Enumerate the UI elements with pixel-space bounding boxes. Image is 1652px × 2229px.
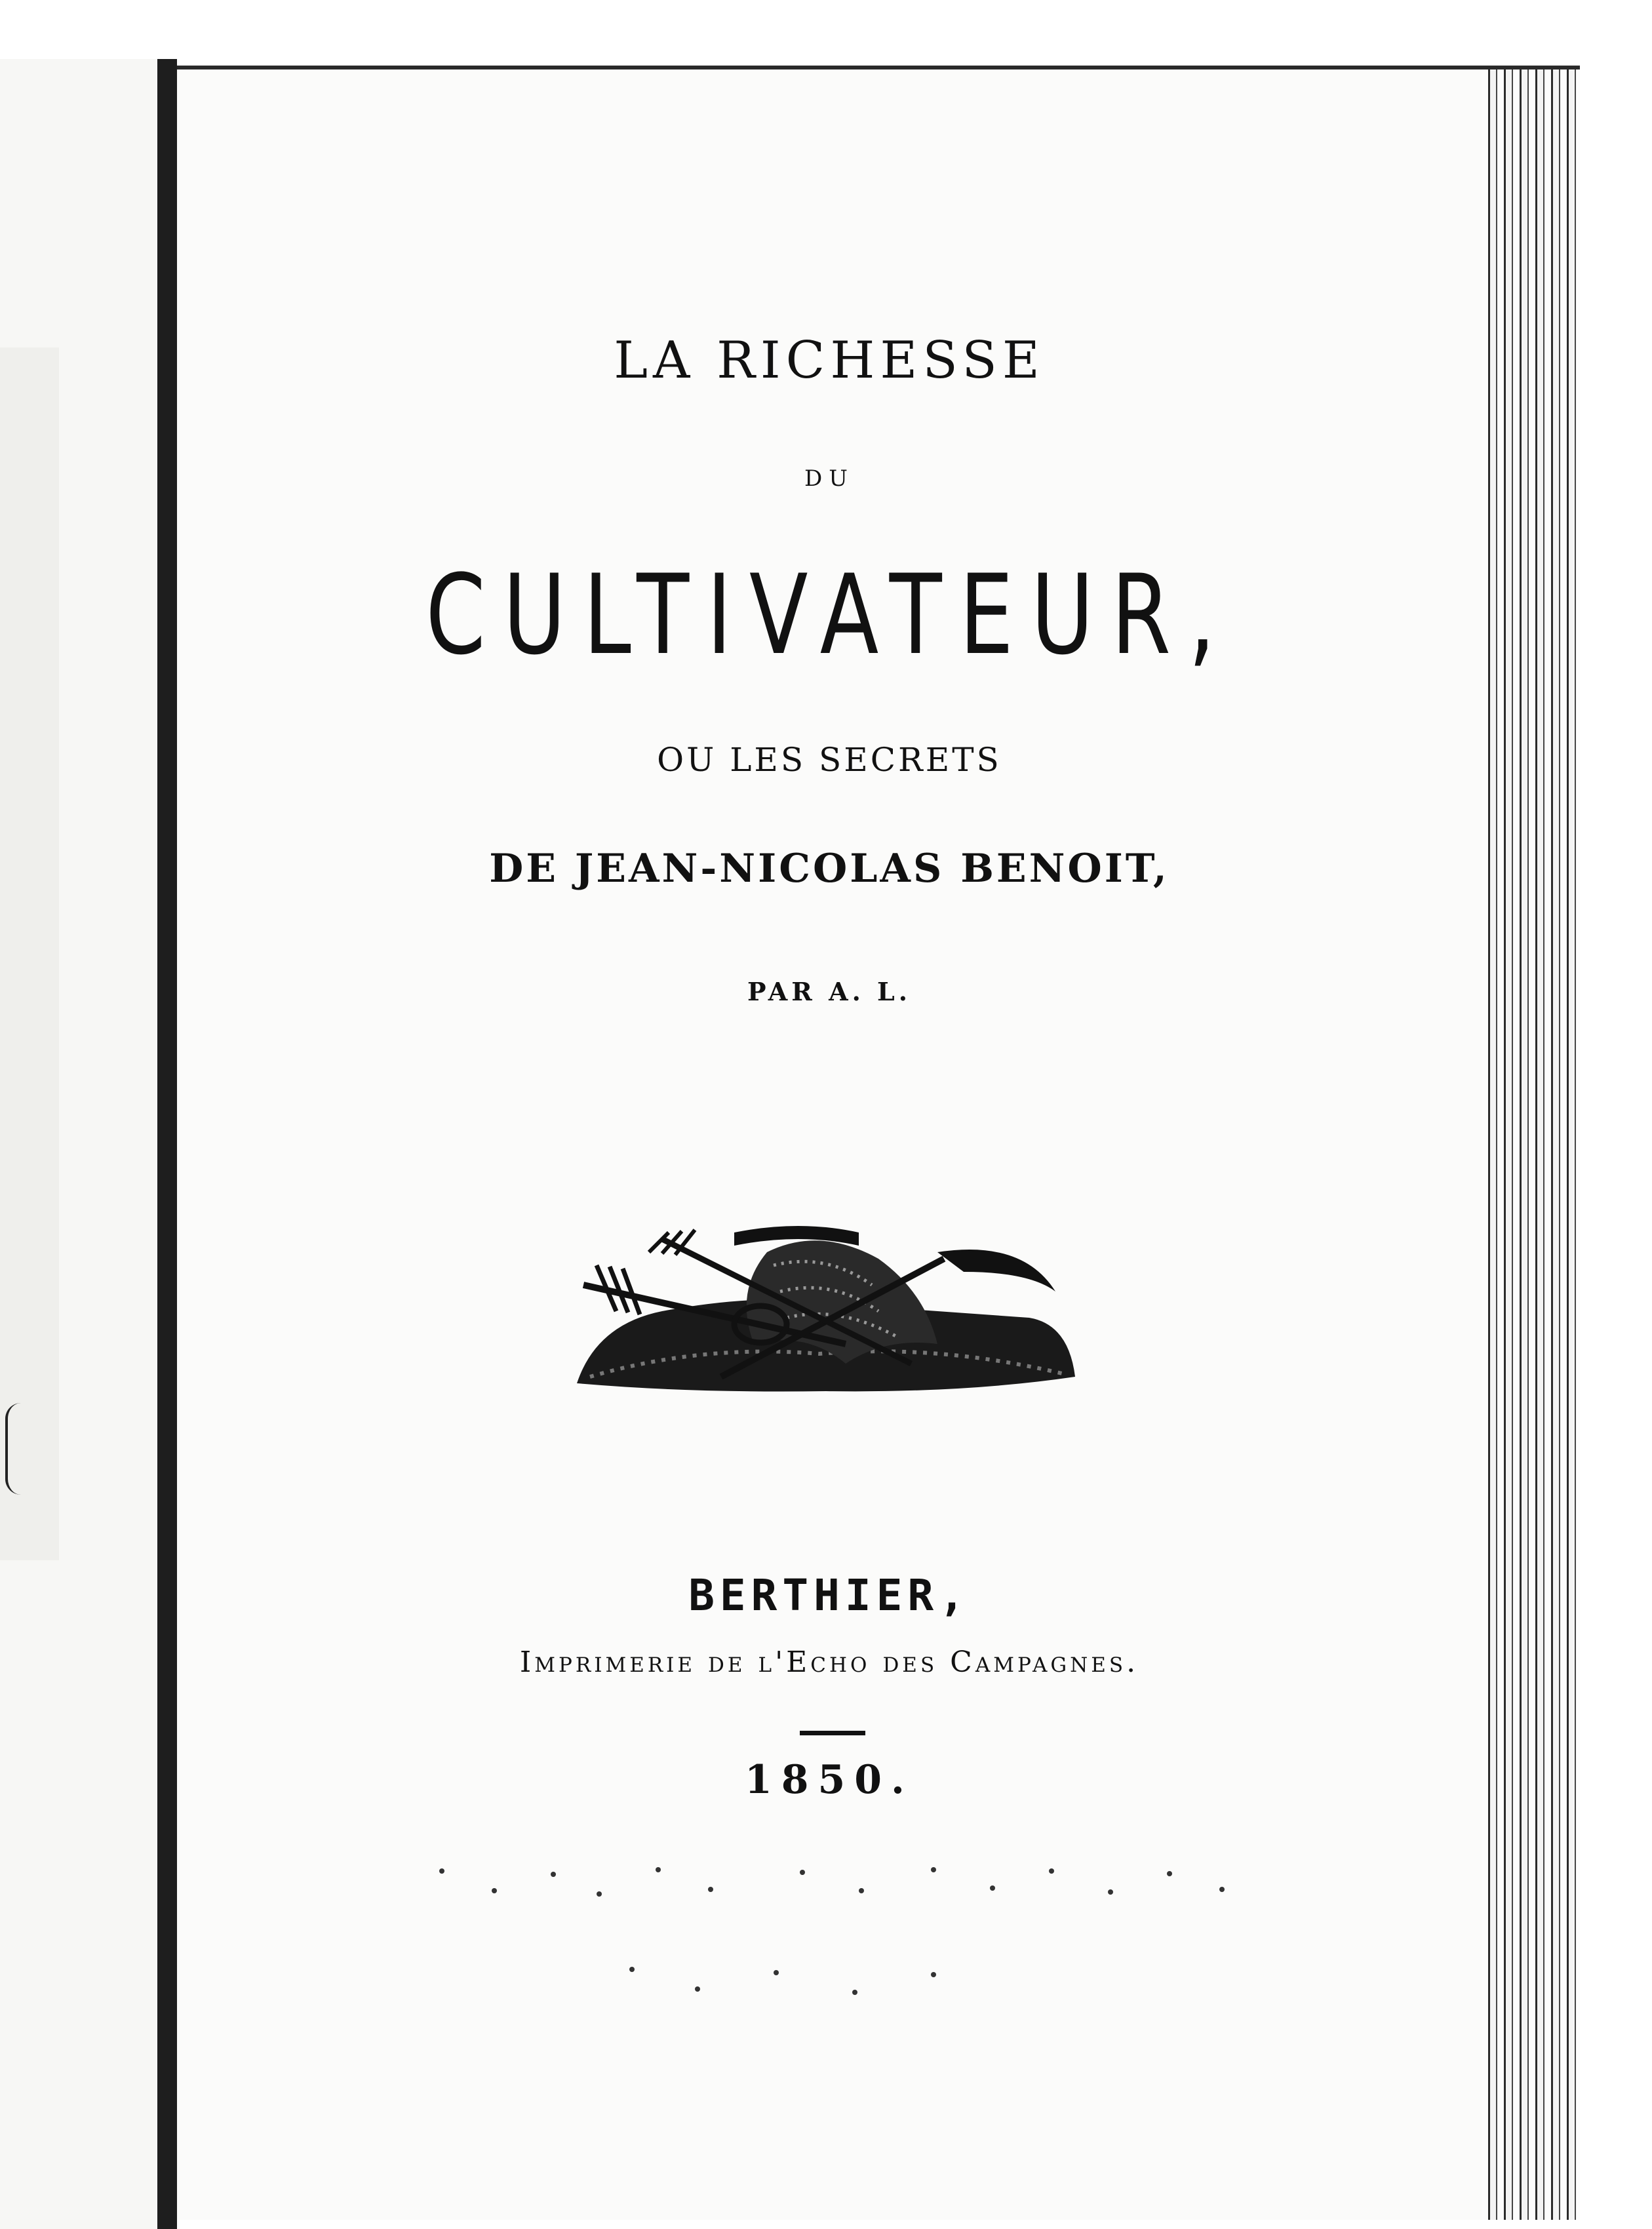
bleed-speck bbox=[774, 1970, 779, 1975]
bleed-speck bbox=[1167, 1871, 1172, 1876]
scan-margin bbox=[1580, 0, 1652, 2229]
author-line: PAR A. L. bbox=[747, 977, 911, 1006]
subtitle-line-2: DE JEAN-NICOLAS BENOIT, bbox=[489, 846, 1170, 892]
imprint-place: BERTHIER, bbox=[688, 1570, 970, 1621]
title-line-3: CULTIVATEUR, bbox=[425, 551, 1233, 679]
imprint-printer: Imprimerie de l'Echo des Campagnes. bbox=[519, 1646, 1139, 1679]
vignette-scythe-blade bbox=[937, 1250, 1055, 1292]
bleed-speck bbox=[656, 1867, 661, 1872]
bleed-speck bbox=[597, 1891, 602, 1897]
bleed-speck bbox=[629, 1967, 635, 1972]
bleed-speck bbox=[708, 1887, 713, 1892]
bleed-speck bbox=[1219, 1887, 1225, 1892]
title-line-2: DU bbox=[804, 465, 854, 492]
bleed-speck bbox=[1049, 1868, 1054, 1874]
bleed-speck bbox=[990, 1885, 995, 1891]
imprint-year: 1850. bbox=[745, 1757, 914, 1803]
bleed-speck bbox=[852, 1990, 857, 1995]
subtitle-line-1: OU LES SECRETS bbox=[657, 741, 1002, 779]
title-line-1: LA RICHESSE bbox=[614, 331, 1045, 390]
imprint-rule bbox=[800, 1731, 865, 1735]
bleed-speck bbox=[695, 1986, 700, 1992]
facing-page-shadow bbox=[0, 347, 59, 1560]
bleed-speck bbox=[439, 1868, 444, 1874]
agricultural-tools-engraving-icon bbox=[570, 1213, 1082, 1396]
book-spine bbox=[157, 59, 177, 2229]
facing-page-mark bbox=[5, 1403, 21, 1495]
bleed-speck bbox=[931, 1972, 936, 1977]
bleed-speck bbox=[800, 1870, 805, 1875]
bleed-through-marks bbox=[433, 1855, 1239, 2013]
bleed-speck bbox=[551, 1872, 556, 1877]
bleed-speck bbox=[931, 1867, 936, 1872]
bleed-speck bbox=[859, 1888, 864, 1893]
bleed-speck bbox=[492, 1888, 497, 1893]
page-edges bbox=[1482, 66, 1580, 2220]
bleed-speck bbox=[1108, 1889, 1113, 1895]
facing-page-edge bbox=[0, 59, 160, 2229]
